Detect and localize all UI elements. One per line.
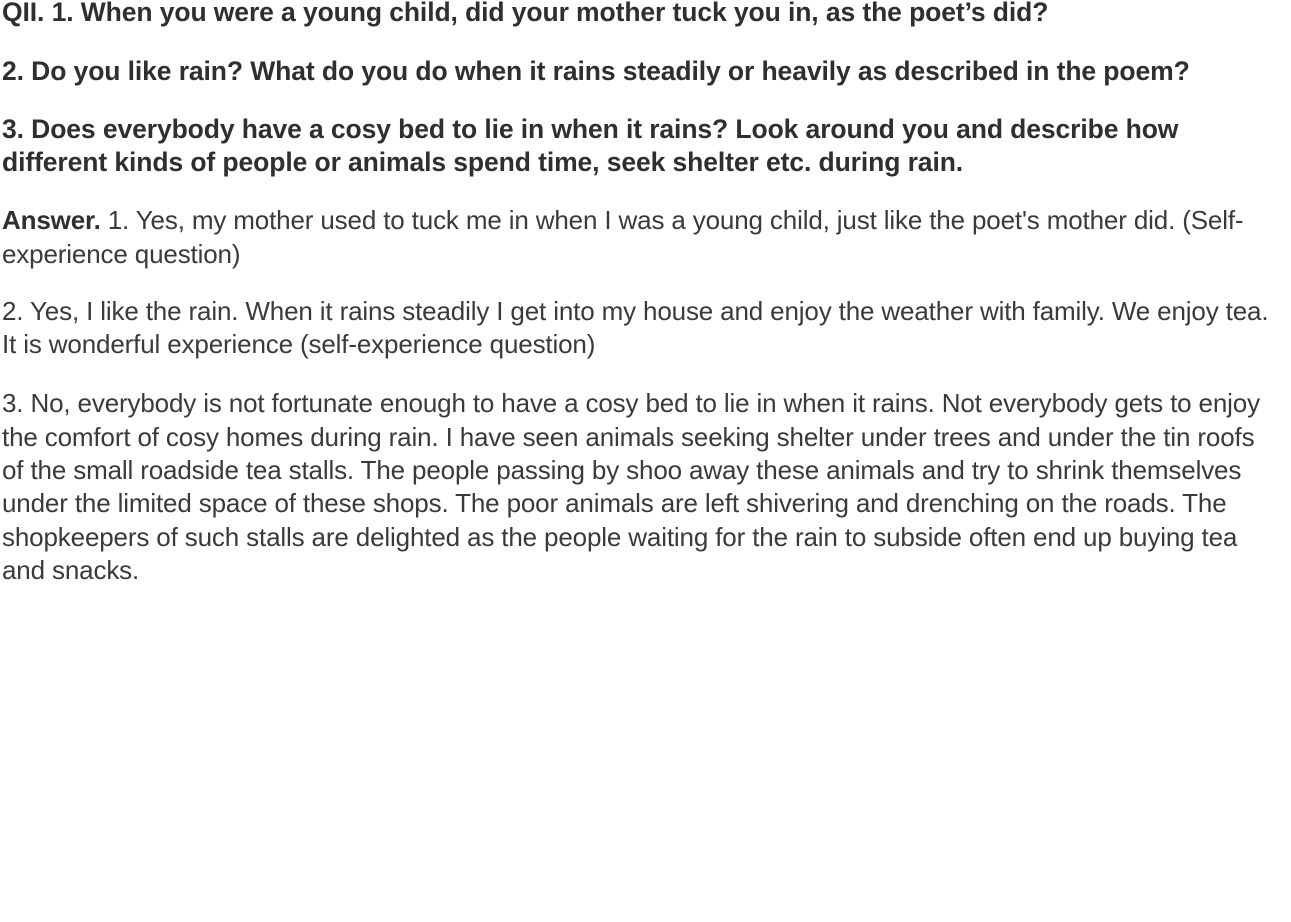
question-3: 3. Does everybody have a cosy bed to lie in when it rains? Look around you and describe how different kinds of people or animals spend time, seek shelter etc. during rain. (2, 114, 1179, 177)
answer-label: Answer. (2, 205, 101, 236)
question-1: QII. 1. When you were a young child, did your mother tuck you in, as the poet’s did? (2, 0, 1049, 27)
answer-1-text: 1. Yes, my mother used to tuck me in when I was a young child, just like the poet's mother did. (Self-experience question) (2, 205, 1244, 269)
answer-2: 2. Yes, I like the rain. When it rains steadily I get into my house and enjoy the weather with family. We enjoy tea. It is wonderful experience (self-experience question) (2, 295, 1269, 360)
question-2: 2. Do you like rain? What do you do when it rains steadily or heavily as described in the poem? (2, 55, 1190, 86)
answer-3: 3. No, everybody is not fortunate enough to have a cosy bed to lie in when it rains. Not everybody gets to enjoy the comfort of cosy homes during rain. I have seen animals seeking shelter under trees and under the tin roofs of the small roadside tea stalls. The people passing by shoo away these animals and try to shrink themselves under the limited space of these shops. The poor animals are left shivering and drenching on the roads. The shopkeepers of such stalls are delighted as the people waiting for the rain to subside often end up buying tea and snacks. (2, 388, 1260, 585)
answer-1 (2, 204, 1275, 271)
